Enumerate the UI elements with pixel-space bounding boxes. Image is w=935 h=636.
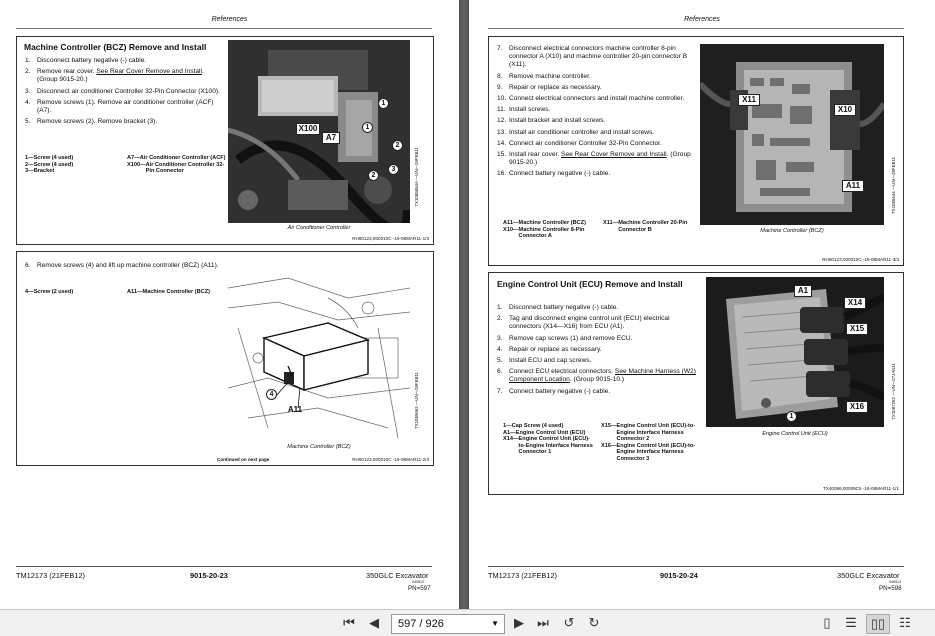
step-item — [497, 357, 697, 365]
screw-1-callout-2: 1 — [362, 122, 373, 133]
first-page-icon[interactable]: ⏮ — [343, 615, 355, 630]
step-item — [497, 117, 697, 125]
legend-key: 1— — [503, 423, 512, 429]
step-number: 1. — [497, 304, 503, 311]
cap-screw-1-callout: 1 — [786, 411, 797, 422]
step-item — [497, 151, 697, 167]
legend-entry — [503, 227, 597, 240]
legend-key: X10— — [503, 226, 519, 233]
step-item — [497, 73, 697, 81]
x10-callout: X10 — [834, 104, 856, 116]
section-reference: RH60123,000010C -19-08MAR11-3/3 — [822, 257, 899, 262]
figure-side-reference: TX1085644 —UN—28FEB11 — [891, 157, 896, 215]
figure-caption: Machine Controller (BCZ) — [760, 228, 824, 234]
footer-rule — [488, 566, 904, 567]
cross-reference-link[interactable]: See Rear Cover Remove and Install — [96, 68, 202, 76]
ecu-photo — [706, 277, 884, 427]
legend-key: X11— — [603, 220, 619, 226]
step-item — [497, 106, 697, 114]
legend-left — [503, 423, 597, 456]
step-item — [497, 315, 697, 331]
previous-page-icon[interactable]: ◀ — [369, 615, 379, 630]
step-number: 6. — [25, 262, 31, 269]
step-number: 11. — [497, 106, 506, 114]
step-number: 16. — [497, 170, 507, 178]
step-item — [497, 129, 697, 137]
a11-callout: A11 — [287, 405, 303, 414]
last-page-icon[interactable]: ⏭ — [537, 615, 549, 630]
continuous-view-icon[interactable]: ☰ — [845, 615, 857, 630]
step-item — [497, 140, 697, 148]
page-598 — [469, 0, 935, 609]
step-text: Install screws. — [509, 106, 551, 114]
legend-left — [25, 155, 117, 175]
continued-note: Continued on next page — [217, 457, 270, 462]
step-text: Connect electrical connectors and install machine controller. — [509, 95, 685, 103]
x15-callout: X15 — [846, 323, 868, 335]
section-reference: RH60123,000010C -19-08MAR11-2/3 — [352, 457, 429, 462]
figure-caption: Air Conditioner Controller — [287, 225, 351, 231]
two-page-continuous-view-icon[interactable]: ☷ — [899, 615, 911, 630]
two-page-view-icon[interactable]: ▯▯ — [866, 614, 890, 634]
step-text: Install air conditioner controller and install screws. — [509, 128, 655, 136]
step-number: 7. — [497, 45, 503, 52]
page-header: References — [684, 16, 720, 23]
legend-key: X100— — [127, 161, 146, 168]
legend-entry: 2—Screw (4 used) — [25, 161, 74, 168]
footer-pn: PN=597 — [408, 585, 431, 592]
legend-key: A7— — [127, 155, 140, 161]
step-list — [497, 45, 697, 182]
legend-value: Engine Control Unit (ECU)-to-Engine Interface Harness Connector 1 — [518, 436, 593, 456]
screw-4-callout: 4 — [266, 389, 277, 400]
step-number: 8. — [497, 72, 503, 80]
legend-entry — [601, 443, 701, 463]
footer-small-code: 040513 — [889, 580, 901, 584]
legend-entry — [503, 436, 597, 456]
page-597 — [0, 0, 459, 609]
footer-model: 350GLC Excavator — [366, 571, 429, 580]
page-header: References — [211, 16, 248, 23]
legend-left — [503, 220, 597, 240]
legend-key: A1— — [503, 429, 516, 436]
step-number: 6. — [497, 368, 503, 376]
footer-rule — [16, 566, 432, 567]
legend-right — [127, 289, 231, 296]
footer-model: 350GLC Excavator — [837, 571, 900, 580]
header-rule — [488, 28, 904, 29]
step-text: Disconnect air conditioner Controller 32-Pin Connector (X100). — [37, 87, 220, 95]
section-reference: TX40086,00009C5 -19-08MAR11-1/1 — [822, 486, 899, 491]
step-item — [25, 262, 221, 270]
legend-value: Engine Control Unit (ECU) — [515, 429, 586, 436]
a1-callout: A1 — [794, 285, 812, 297]
step-text: Connect air conditioner Controller 32-Pin Connector. — [509, 139, 662, 147]
step-number: 3. — [497, 334, 503, 342]
step-item — [497, 346, 697, 354]
footer-page-number: 9015-20-24 — [660, 571, 698, 580]
step-item — [25, 88, 221, 96]
step-number: 4. — [25, 98, 31, 106]
step-item — [497, 95, 697, 103]
legend-value: Machine Controller 20-Pin Connector B — [618, 220, 688, 233]
step-item — [25, 68, 221, 84]
rotate-clockwise-icon[interactable]: ↻ — [588, 615, 600, 630]
legend-left — [25, 289, 117, 296]
step-item — [497, 170, 697, 178]
rotate-counterclockwise-icon[interactable]: ↺ — [563, 615, 575, 630]
a11-callout: A11 — [842, 180, 864, 192]
legend-value: Cap Screw (4 used) — [511, 423, 564, 429]
footer-doc-id: TM12173 (21FEB12) — [16, 571, 86, 580]
step-number: 2. — [497, 315, 503, 323]
step-text: Remove machine controller. — [509, 72, 591, 80]
legend-entry — [503, 220, 597, 227]
viewer-toolbar — [0, 609, 935, 636]
legend-key: X14— — [503, 436, 519, 443]
legend-value: Air Conditioner Controller 32-Pin Connector — [145, 161, 225, 175]
section-ecu-remove-install — [488, 272, 904, 495]
figure-caption: Machine Controller (BCZ) — [287, 444, 351, 450]
step-item — [497, 388, 697, 396]
a7-callout: A7 — [322, 132, 340, 144]
x16-callout: X16 — [846, 401, 868, 413]
cross-reference-link[interactable]: See Rear Cover Remove and Install — [561, 151, 667, 159]
step-text: Remove rear cover. See Rear Cover Remove and Install. (Group 9015-20.) — [37, 68, 204, 84]
step-number: 15. — [497, 151, 507, 159]
step-number: 1. — [25, 57, 31, 64]
legend-right — [127, 155, 231, 175]
page-number-input[interactable] — [391, 614, 505, 634]
step-number: 13. — [497, 128, 507, 136]
machine-controller-line-drawing — [228, 268, 410, 443]
legend-entry — [127, 289, 231, 296]
legend-entry: 4—Screw (2 used) — [25, 289, 74, 295]
legend-entry: 1—Screw (4 used) — [25, 155, 74, 161]
machine-controller-photo — [700, 44, 884, 225]
cross-reference-link[interactable]: See Machine Harness (W2) Component Location — [509, 368, 696, 384]
section-title: Machine Controller (BCZ) Remove and Install — [24, 42, 207, 52]
footer-small-code: 040513 — [412, 580, 424, 584]
step-text: Repair or replace as necessary. — [509, 345, 602, 353]
section-machine-controller-install — [488, 36, 904, 266]
step-text: Connect battery negative (-) cable. — [509, 387, 611, 395]
step-text: Connect ECU electrical connectors. See Machine Harness (W2) Component Location. (Group 9015-10.) — [509, 368, 696, 384]
step-number: 5. — [497, 357, 503, 365]
x14-callout: X14 — [844, 297, 866, 309]
legend-key: X15— — [601, 423, 617, 429]
legend-value: Engine Control Unit (ECU)-to-Engine Interface Harness Connector 3 — [616, 442, 696, 462]
legend-entry — [601, 423, 701, 443]
footer-pn: PN=598 — [879, 585, 902, 592]
step-text: Remove screws (1). Remove air conditioner controller (ACF) (A7). — [37, 98, 214, 115]
next-page-icon[interactable]: ▶ — [514, 615, 524, 630]
step-number: 4. — [497, 345, 503, 353]
step-text: Remove screws (2). Remove bracket (3). — [37, 118, 158, 126]
legend-key: A11— — [503, 220, 519, 226]
step-number: 2. — [25, 68, 31, 76]
legend-value: Machine Controller (BCZ) — [518, 220, 586, 226]
step-list — [25, 57, 221, 129]
controller-line-illustration — [228, 268, 410, 443]
step-text: Disconnect battery negative (-) cable. — [37, 57, 147, 64]
legend-key: A11— — [127, 289, 143, 295]
legend-entry — [503, 423, 597, 430]
step-item — [25, 118, 221, 126]
single-page-view-icon[interactable]: ▯ — [823, 615, 831, 630]
controller-board-photo-illustration — [700, 44, 884, 225]
step-text: Install ECU and cap screws. — [509, 357, 592, 365]
step-text: Connect battery negative (-) cable. — [509, 170, 611, 178]
legend-entry: 3—Bracket — [25, 168, 55, 175]
x11-callout: X11 — [738, 94, 760, 106]
section-title: Engine Control Unit (ECU) Remove and Install — [497, 279, 683, 289]
step-item — [25, 99, 221, 115]
step-number: 7. — [497, 387, 503, 395]
legend-value: Engine Control Unit (ECU)-to-Engine Interface Harness Connector 2 — [616, 423, 696, 443]
footer-doc-id: TM12173 (21FEB12) — [488, 571, 558, 580]
step-item — [497, 45, 697, 70]
step-text: Install rear cover. See Rear Cover Remove and Install. (Group 9015-20.) — [509, 151, 691, 167]
step-item — [497, 335, 697, 343]
step-number: 12. — [497, 117, 507, 125]
figure-caption: Engine Control Unit (ECU) — [762, 431, 828, 437]
legend-right — [601, 423, 701, 463]
step-text: Tag and disconnect engine control unit (ECU) electrical connectors (X14—X16) from ECU (A1). — [509, 315, 670, 331]
step-list — [497, 304, 697, 399]
legend-entry — [503, 430, 597, 437]
step-number: 9. — [497, 83, 503, 91]
legend-value: Air Conditioner Controller (ACF) — [139, 155, 226, 161]
legend-entry — [127, 155, 231, 162]
legend-right — [603, 220, 699, 233]
legend-entry — [127, 162, 231, 175]
step-text: Disconnect electrical connectors machine controller 8-pin connector A (X10) and machine controller 20-pin connector B (X11). — [509, 45, 688, 69]
legend-key: X16— — [601, 442, 617, 449]
step-number: 14. — [497, 139, 507, 147]
step-text: Disconnect battery negative (-) cable. — [509, 304, 619, 311]
section-lift-machine-controller — [16, 251, 434, 466]
bracket-3-callout: 3 — [388, 164, 399, 175]
step-text: Repair or replace as necessary. — [509, 83, 602, 91]
step-item — [497, 368, 697, 384]
legend-value: Machine Controller (BCZ) — [142, 289, 210, 295]
air-conditioner-controller-photo — [228, 40, 410, 223]
figure-side-reference: TX1087262 —UN—27JAN11 — [891, 363, 896, 420]
footer-page-number: 9015-20-23 — [190, 571, 228, 580]
figure-side-reference: TX1089663 —UN—28FEB11 — [414, 372, 419, 430]
step-list — [25, 262, 221, 273]
figure-side-reference: TX1085854A —UN—28FEB11 — [414, 147, 419, 207]
screw-1-callout: 1 — [378, 98, 389, 109]
legend-value: Machine Controller 8-Pin Connector A — [518, 226, 585, 240]
header-rule — [16, 28, 432, 29]
step-item — [25, 57, 221, 65]
step-number: 3. — [25, 87, 31, 95]
legend-entry — [603, 220, 699, 233]
step-item — [497, 84, 697, 92]
x100-callout: X100 — [296, 123, 320, 135]
screw-2-callout: 2 — [392, 140, 403, 151]
section-reference: RH60123,000010C -19-08MAR11-1/3 — [352, 236, 429, 241]
step-text: Remove screws (4) and lift up machine controller (BCZ) (A11). — [37, 262, 219, 269]
step-text: Install bracket and install screws. — [509, 117, 606, 125]
step-text: Remove cap screws (1) and remove ECU. — [509, 334, 633, 342]
step-number: 10. — [497, 95, 507, 103]
screw-2-callout-2: 2 — [368, 170, 379, 181]
page-indicator: 597 / 926 — [398, 618, 444, 630]
chevron-down-icon[interactable]: ▼ — [491, 619, 499, 628]
step-item — [497, 304, 697, 312]
step-number: 5. — [25, 118, 31, 126]
section-machine-controller-remove — [16, 36, 434, 245]
